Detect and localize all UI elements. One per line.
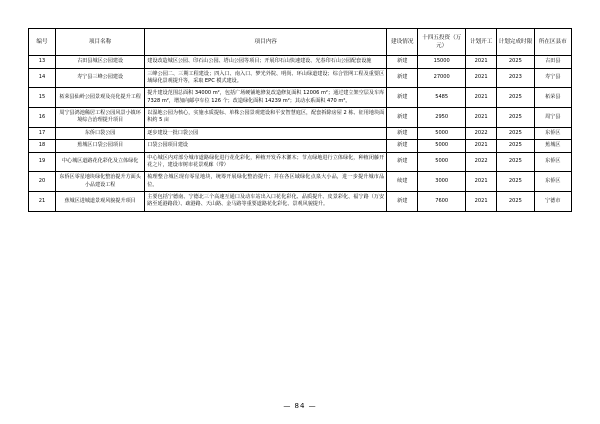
cell-desc: 梳理整合城区现有零星地块，统筹开展绿化整治提升；并在各区域绿化点泉大小品，进一步提升城市品位。: [145, 172, 387, 192]
table-row: [29, 88, 572, 108]
projects-table: [28, 28, 572, 212]
cell-condition: 新建: [387, 140, 418, 152]
cell-city: 东侨区: [534, 127, 571, 139]
table-row: [29, 108, 572, 128]
cell-amount: 27000: [418, 68, 466, 88]
cell-num: 15: [29, 88, 56, 108]
cell-desc: 逐步建设一批口袋公园: [145, 127, 387, 139]
table-row: [29, 68, 572, 88]
cell-amount: 5000: [418, 127, 466, 139]
cell-start: 2021: [466, 140, 497, 152]
cell-start: 2022: [466, 127, 497, 139]
cell-amount: 15000: [418, 56, 466, 68]
cell-start: 2021: [466, 68, 497, 88]
cell-desc: 中心城区内对部分城市道路绿化进行花化彩化，种植开发乔木灌木；节点绿地进行立体绿化，种植闭藤开花之片，建设市树市花景观廊（带）: [145, 152, 387, 172]
cell-city: 柘荣县: [534, 88, 571, 108]
cell-name: 东侨口袋公园: [55, 127, 144, 139]
cell-desc: 三峰公园二、三期工程建设；四入口、南入口、梦光外院、明尚、环山绿道建设；综合管网工程及重要区域绿化景观提升等，采取 EPC 模式建设。: [145, 68, 387, 88]
cell-city: 东侨区: [534, 152, 571, 172]
cell-amount: 5000: [418, 152, 466, 172]
cell-condition: 新建: [387, 192, 418, 212]
column-header-name: 项目名称: [55, 29, 144, 56]
cell-city: 寿宁县: [534, 68, 571, 88]
cell-end: 2025: [497, 88, 534, 108]
cell-condition: 新建: [387, 88, 418, 108]
cell-desc: 提升建设范围总面积 34000 m²，包括广场硬铺地修复改造修复面积 12006 m²；通过建立架空层及车库 7328 m²，增加向邮亭车位 126 个；改造绿化面积 14239 m²；其动水系面积 470 m²。: [145, 88, 387, 108]
cell-amount: 5000: [418, 140, 466, 152]
cell-num: 21: [29, 192, 56, 212]
column-header-amount: 十四五投资（万元）: [418, 29, 466, 56]
cell-end: 2025: [497, 108, 534, 128]
page-number: — 84 —: [283, 402, 317, 410]
cell-start: 2021: [466, 56, 497, 68]
cell-end: 2025: [497, 192, 534, 212]
cell-name: 蕉城区口袋公园项目: [55, 140, 144, 152]
cell-city: 蕉城区: [534, 140, 571, 152]
cell-amount: 5485: [418, 88, 466, 108]
cell-city: 东侨区: [534, 172, 571, 192]
column-header-end: 计划完成时限: [497, 29, 534, 56]
table-header-row: [29, 29, 572, 56]
cell-num: 18: [29, 140, 56, 152]
cell-condition: 新建: [387, 127, 418, 139]
cell-start: 2021: [466, 108, 497, 128]
cell-condition: 新建: [387, 56, 418, 68]
cell-num: 16: [29, 108, 56, 128]
cell-condition: 续建: [387, 172, 418, 192]
cell-num: 19: [29, 152, 56, 172]
cell-city: 周宁县: [534, 108, 571, 128]
cell-condition: 新建: [387, 68, 418, 88]
cell-end: 2025: [497, 127, 534, 139]
cell-name: 古田县城区公园建设: [55, 56, 144, 68]
cell-desc: 以湿地公园为核心，实施水质提标、单株公园景观建设和平安智慧庭区，配套拆除房屋 2 栋、征用地块面积约 5 亩: [145, 108, 387, 128]
cell-start: 2022: [466, 152, 497, 172]
table-row: [29, 127, 572, 139]
cell-start: 2021: [466, 172, 497, 192]
cell-amount: 2950: [418, 108, 466, 128]
cell-end: 2025: [497, 172, 534, 192]
table-row: [29, 192, 572, 212]
cell-end: 2023: [497, 68, 534, 88]
column-header-condition: 建设情况: [387, 29, 418, 56]
cell-amount: 7600: [418, 192, 466, 212]
cell-end: 2025: [497, 152, 534, 172]
cell-num: 14: [29, 68, 56, 88]
cell-condition: 新建: [387, 152, 418, 172]
cell-num: 13: [29, 56, 56, 68]
cell-name: 东侨区零星地块绿化整治提升方面头小品建设工程: [55, 172, 144, 192]
table-row: [29, 152, 572, 172]
cell-name: 柘荣县仙岭公园景观及亮化提升工程: [55, 88, 144, 108]
cell-end: 2025: [497, 140, 534, 152]
table-row: [29, 172, 572, 192]
cell-city: 古田县: [534, 56, 571, 68]
cell-name: 中心城区道路花化彩化及立体绿化: [55, 152, 144, 172]
cell-num: 17: [29, 127, 56, 139]
cell-desc: 主要包括宁德南、宁德北三个高速互通口及动车站出入口花化彩化、品质提升、皮景彩化、福宁路（万安路至延港路段）、疏港路、天山路、金马路等重要道路花化彩化、景观风貌提升。: [145, 192, 387, 212]
column-header-desc: 项目内容: [145, 29, 387, 56]
table-row: [29, 140, 572, 152]
cell-end: 2025: [497, 56, 534, 68]
column-header-city: 所在区县市: [534, 29, 571, 56]
cell-amount: 3000: [418, 172, 466, 192]
cell-desc: 口袋公园项目建设: [145, 140, 387, 152]
table-body: [29, 56, 572, 212]
cell-name: 蕉城区进城道景观风貌提升项目: [55, 192, 144, 212]
column-header-num: 编号: [29, 29, 56, 56]
cell-name: 寿宁县三峰公园建设: [55, 68, 144, 88]
cell-desc: 建设改造城区公园、印石山公园、塔山公园等项目；开展印石山快速建设、光春印石山公园配套设施: [145, 56, 387, 68]
table-header: [29, 29, 572, 56]
cell-start: 2021: [466, 88, 497, 108]
cell-condition: 新建: [387, 108, 418, 128]
cell-city: 宁德市: [534, 192, 571, 212]
cell-start: 2021: [466, 192, 497, 212]
cell-name: 周宁县鸿池稀居工程公园风景小镇环境综合治理提升项目: [55, 108, 144, 128]
cell-num: 20: [29, 172, 56, 192]
column-header-start: 计划开工: [466, 29, 497, 56]
table-row: [29, 56, 572, 68]
